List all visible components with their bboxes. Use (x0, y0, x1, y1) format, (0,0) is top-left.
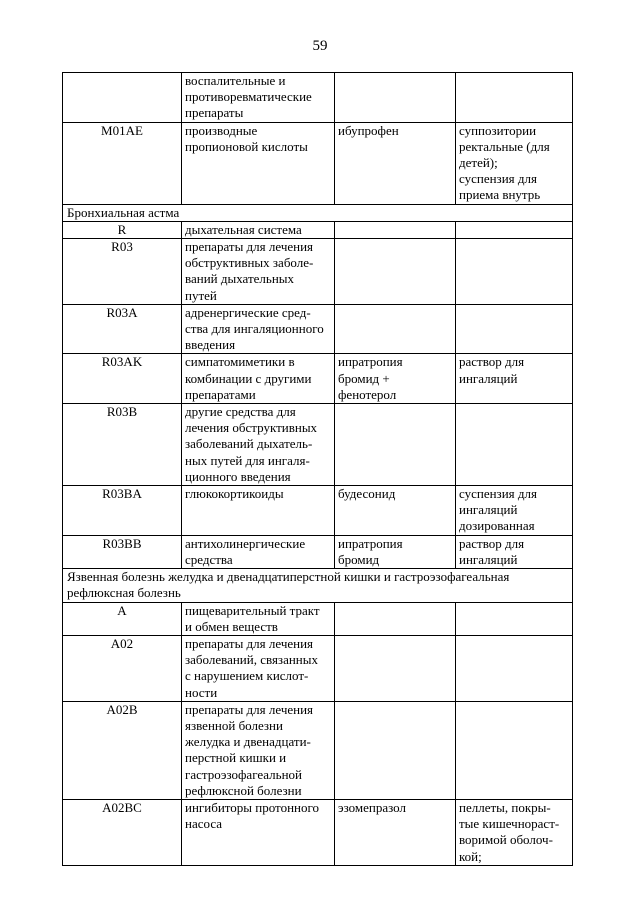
atc-code-cell-text: R (117, 221, 127, 237)
atc-code-cell-text: A02 (110, 635, 134, 651)
atc-code-cell (63, 73, 182, 123)
atc-code-cell-text: R03AK (101, 354, 143, 370)
atc-group-name-cell (182, 221, 335, 238)
drug-name-cell-text: будесонид (338, 486, 396, 502)
atc-code-cell (63, 701, 182, 799)
atc-code-cell-text: R03 (111, 239, 133, 255)
atc-code-cell-text: R03A (106, 304, 138, 320)
dosage-form-cell-text: пеллеты, покры- тые кишечнораст- воримой оболоч- кой; (459, 799, 560, 864)
drug-name-cell (335, 535, 456, 568)
drug-table (62, 72, 573, 866)
drug-name-cell (335, 799, 456, 865)
drug-name-cell (335, 239, 456, 305)
dosage-form-cell (456, 635, 573, 701)
drug-name-cell (335, 635, 456, 701)
drug-name-cell (335, 486, 456, 536)
atc-group-name-cell-text: адренергические сред- ства для ингаляционного введения (185, 304, 324, 353)
atc-group-name-cell (182, 122, 335, 204)
atc-group-name-cell-text: производные пропионовой кислоты (185, 122, 308, 154)
atc-group-name-cell (182, 701, 335, 799)
drug-name-cell (335, 602, 456, 635)
drug-name-cell-text: ибупрофен (338, 122, 399, 138)
dosage-form-cell-text: раствор для ингаляций (459, 535, 525, 567)
table-row (63, 602, 573, 635)
dosage-form-cell-text: раствор для ингаляций (459, 354, 525, 386)
table-row (63, 239, 573, 305)
atc-group-name-cell (182, 304, 335, 354)
atc-group-name-cell (182, 635, 335, 701)
dosage-form-cell (456, 535, 573, 568)
table-row (63, 535, 573, 568)
atc-group-name-cell (182, 73, 335, 123)
dosage-form-cell (456, 404, 573, 486)
dosage-form-cell (456, 486, 573, 536)
atc-group-name-cell (182, 535, 335, 568)
atc-group-name-cell-text: препараты для лечения обструктивных заболе- ваний дыхательных путей (185, 239, 314, 303)
drug-name-cell (335, 221, 456, 238)
drug-name-cell-text: эзомепразол (338, 799, 406, 815)
table-row (63, 73, 573, 123)
dosage-form-cell (456, 799, 573, 865)
atc-code-cell (63, 486, 182, 536)
atc-code-cell-text: A02BC (102, 799, 142, 815)
atc-code-cell (63, 354, 182, 404)
drug-name-cell (335, 304, 456, 354)
dosage-form-cell (456, 304, 573, 354)
section-title-text: Бронхиальная астма (67, 204, 180, 220)
dosage-form-cell (456, 354, 573, 404)
table-row (63, 304, 573, 354)
section-header-row (63, 569, 573, 602)
drug-table-body (63, 73, 573, 866)
drug-name-cell (335, 354, 456, 404)
dosage-form-cell-text: суппозитории ректальные (для детей); суспензия для приема внутрь (459, 122, 550, 203)
atc-code-cell (63, 221, 182, 238)
atc-group-name-cell-text: антихолинергические средства (185, 535, 306, 567)
dosage-form-cell (456, 122, 573, 204)
section-header-row (63, 204, 573, 221)
atc-code-cell-text: R03BA (102, 486, 142, 502)
dosage-form-cell-text: суспензия для ингаляций дозированная (459, 486, 537, 534)
table-row (63, 635, 573, 701)
atc-code-cell (63, 635, 182, 701)
drug-name-cell (335, 122, 456, 204)
drug-name-cell (335, 73, 456, 123)
atc-code-cell-text: R03BB (102, 535, 142, 551)
atc-code-cell-text: A02B (106, 701, 138, 717)
drug-name-cell (335, 404, 456, 486)
atc-code-cell (63, 799, 182, 865)
atc-group-name-cell (182, 799, 335, 865)
section-title-text: Язвенная болезнь желудка и двенадцатиперстной кишки и гастроэзофагеальная рефлюксная болезнь (67, 569, 510, 601)
dosage-form-cell (456, 602, 573, 635)
atc-group-name-cell (182, 486, 335, 536)
page-number: 59 (312, 38, 328, 54)
atc-code-cell-text: A (117, 602, 127, 618)
table-row (63, 799, 573, 865)
atc-code-cell (63, 602, 182, 635)
atc-group-name-cell-text: ингибиторы протонного насоса (185, 799, 319, 832)
table-row (63, 486, 573, 536)
atc-group-name-cell-text: симпатомиметики в комбинации с другими препаратами (185, 354, 312, 402)
atc-group-name-cell-text: пищеварительный тракт и обмен веществ (185, 602, 320, 634)
section-title (63, 569, 573, 602)
atc-group-name-cell-text: дыхательная система (185, 221, 302, 237)
atc-group-name-cell-text: другие средства для лечения обструктивных заболеваний дыхатель- ных путей для ингаля- ционного введения (185, 404, 318, 484)
drug-name-cell-text: ипратропия бромид + фенотерол (338, 354, 403, 402)
dosage-form-cell (456, 239, 573, 305)
table-row (63, 701, 573, 799)
drug-name-cell (335, 701, 456, 799)
table-row (63, 221, 573, 238)
atc-group-name-cell (182, 354, 335, 404)
table-row (63, 354, 573, 404)
atc-code-cell-text: M01AE (101, 122, 143, 138)
atc-code-cell (63, 122, 182, 204)
atc-group-name-cell-text: глюкокортикоиды (185, 486, 284, 502)
atc-group-name-cell-text: препараты для лечения заболеваний, связанных с нарушением кислот- ности (185, 635, 318, 700)
dosage-form-cell (456, 221, 573, 238)
atc-group-name-cell (182, 404, 335, 486)
atc-code-cell (63, 239, 182, 305)
atc-group-name-cell (182, 602, 335, 635)
atc-group-name-cell (182, 239, 335, 305)
dosage-form-cell (456, 73, 573, 123)
atc-code-cell (63, 304, 182, 354)
atc-code-cell-text: R03B (106, 404, 138, 420)
table-row (63, 404, 573, 486)
table-row (63, 122, 573, 204)
atc-code-cell (63, 404, 182, 486)
dosage-form-cell (456, 701, 573, 799)
atc-group-name-cell-text: препараты для лечения язвенной болезни желудка и двенадцати- перстной кишки и гастроэзофагеальной рефлюксной болезни (185, 701, 314, 798)
drug-name-cell-text: ипратропия бромид (338, 535, 403, 567)
section-title (63, 204, 573, 221)
atc-code-cell (63, 535, 182, 568)
atc-group-name-cell-text: воспалительные и противоревматические препараты (185, 73, 312, 121)
